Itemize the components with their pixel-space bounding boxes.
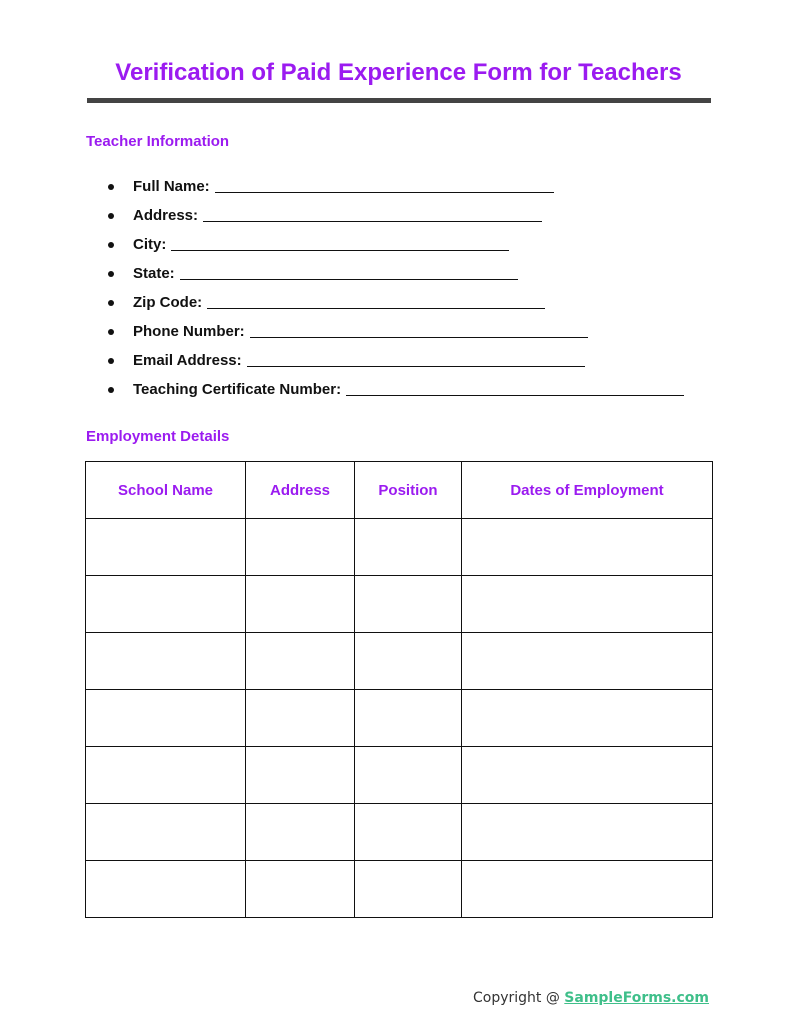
field-label: Zip Code: xyxy=(133,294,203,311)
table-row xyxy=(86,861,713,918)
table-row xyxy=(86,804,713,861)
column-header-school-name: School Name xyxy=(86,462,246,519)
cell-dates-of-employment[interactable] xyxy=(462,690,713,747)
employment-table xyxy=(85,461,713,918)
field-label: City: xyxy=(133,236,167,253)
cell-dates-of-employment[interactable] xyxy=(462,633,713,690)
bullet-icon xyxy=(108,358,114,364)
page-title: Verification of Paid Experience Form for Teachers xyxy=(115,59,682,86)
cell-position[interactable] xyxy=(355,576,462,633)
cell-address[interactable] xyxy=(246,804,355,861)
sampleforms-link[interactable]: SampleForms.com xyxy=(564,990,709,1006)
column-header-address: Address xyxy=(246,462,355,519)
table-row xyxy=(86,633,713,690)
field-phone-number xyxy=(108,322,684,351)
field-label: Teaching Certificate Number: xyxy=(133,381,342,398)
bullet-icon xyxy=(108,329,114,335)
cell-school-name[interactable] xyxy=(86,804,246,861)
field-label: Full Name: xyxy=(133,178,210,195)
field-label: Address: xyxy=(133,207,199,224)
state-blank[interactable] xyxy=(180,264,518,280)
column-header-position: Position xyxy=(355,462,462,519)
cell-address[interactable] xyxy=(246,690,355,747)
cell-address[interactable] xyxy=(246,861,355,918)
cell-address[interactable] xyxy=(246,576,355,633)
field-full-name xyxy=(108,177,684,206)
full-name-blank[interactable] xyxy=(215,177,554,193)
field-state xyxy=(108,264,684,293)
bullet-icon xyxy=(108,387,114,393)
cell-dates-of-employment[interactable] xyxy=(462,804,713,861)
cell-address[interactable] xyxy=(246,747,355,804)
bullet-icon xyxy=(108,184,114,190)
teacher-info-list xyxy=(108,177,684,409)
cell-position[interactable] xyxy=(355,690,462,747)
section-heading-employment-details: Employment Details xyxy=(86,428,230,445)
cell-position[interactable] xyxy=(355,633,462,690)
field-email-address xyxy=(108,351,684,380)
field-zip-code xyxy=(108,293,684,322)
cell-address[interactable] xyxy=(246,519,355,576)
cell-dates-of-employment[interactable] xyxy=(462,861,713,918)
cell-school-name[interactable] xyxy=(86,576,246,633)
cell-school-name[interactable] xyxy=(86,519,246,576)
field-teaching-certificate-number xyxy=(108,380,684,409)
cell-school-name[interactable] xyxy=(86,633,246,690)
cell-address[interactable] xyxy=(246,633,355,690)
table-row xyxy=(86,519,713,576)
bullet-icon xyxy=(108,242,114,248)
cell-dates-of-employment[interactable] xyxy=(462,519,713,576)
cell-position[interactable] xyxy=(355,519,462,576)
table-row xyxy=(86,576,713,633)
teaching-certificate-number-blank[interactable] xyxy=(346,380,684,396)
table-row xyxy=(86,690,713,747)
field-label: Email Address: xyxy=(133,352,242,369)
field-city xyxy=(108,235,684,264)
cell-school-name[interactable] xyxy=(86,861,246,918)
table-row xyxy=(86,747,713,804)
cell-dates-of-employment[interactable] xyxy=(462,576,713,633)
address-blank[interactable] xyxy=(203,206,542,222)
cell-position[interactable] xyxy=(355,747,462,804)
column-header-dates-of-employment: Dates of Employment xyxy=(462,462,713,519)
cell-school-name[interactable] xyxy=(86,747,246,804)
section-heading-teacher-information: Teacher Information xyxy=(86,133,230,150)
bullet-icon xyxy=(108,300,114,306)
copyright-text: Copyright @ xyxy=(472,990,565,1006)
bullet-icon xyxy=(108,271,114,277)
field-address xyxy=(108,206,684,235)
cell-school-name[interactable] xyxy=(86,690,246,747)
cell-position[interactable] xyxy=(355,861,462,918)
email-address-blank[interactable] xyxy=(247,351,585,367)
bullet-icon xyxy=(108,213,114,219)
title-divider xyxy=(87,98,711,103)
cell-dates-of-employment[interactable] xyxy=(462,747,713,804)
phone-number-blank[interactable] xyxy=(250,322,588,338)
field-label: State: xyxy=(133,265,175,282)
zip-code-blank[interactable] xyxy=(207,293,545,309)
table-header-row xyxy=(86,462,713,519)
copyright-footer xyxy=(473,990,709,1006)
city-blank[interactable] xyxy=(171,235,509,251)
field-label: Phone Number: xyxy=(133,323,245,340)
cell-position[interactable] xyxy=(355,804,462,861)
